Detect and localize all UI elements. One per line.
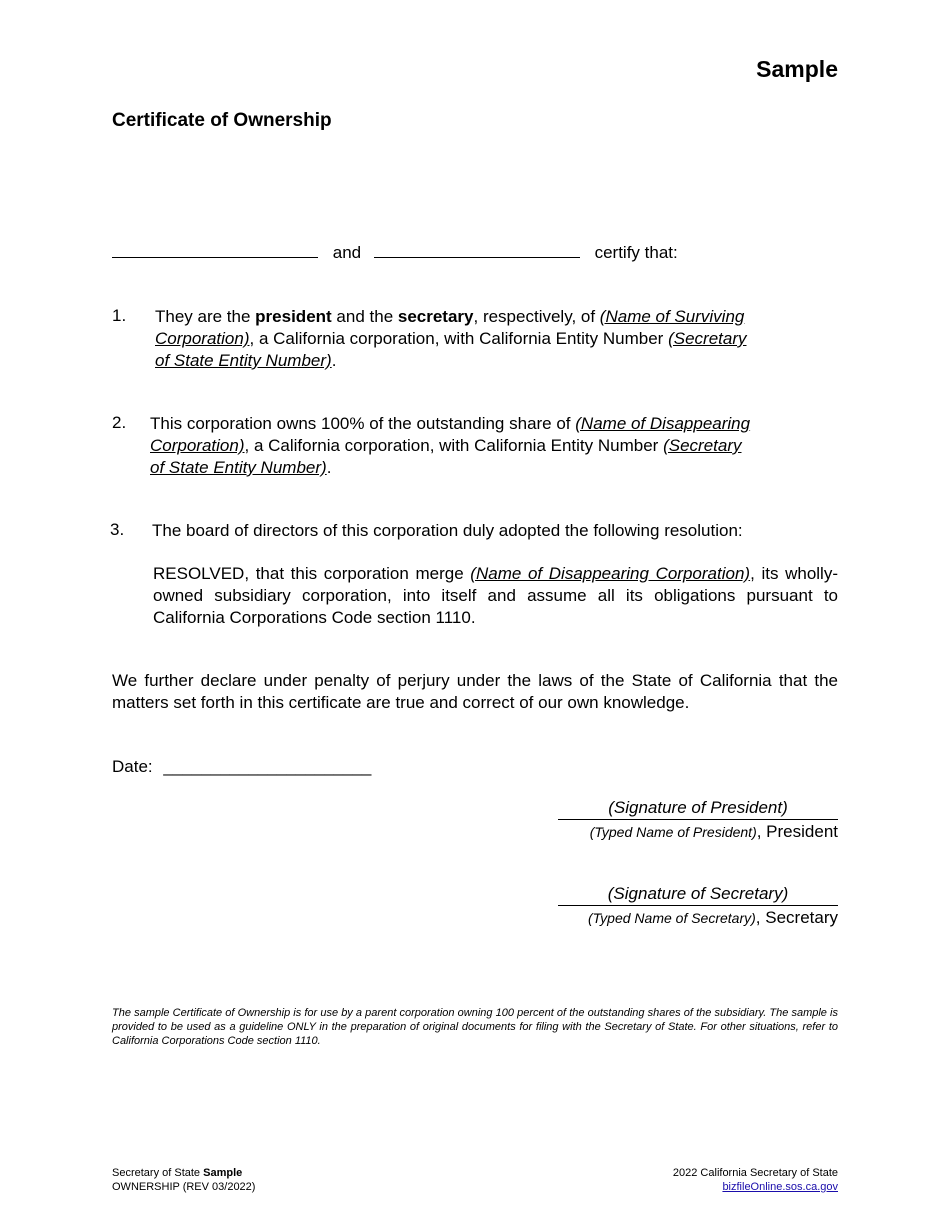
bizfile-link[interactable]: bizfileOnline.sos.ca.gov <box>722 1181 838 1193</box>
secretary-signature-line[interactable]: (Signature of Secretary) <box>558 884 838 906</box>
and-text: and <box>332 243 362 262</box>
item-3-number: 3. <box>110 520 125 539</box>
document-title: Certificate of Ownership <box>112 110 332 131</box>
item-3-text: The board of directors of this corporation duly adopted the following resolution: <box>152 521 743 540</box>
president-signature-line[interactable]: (Signature of President) <box>558 798 838 820</box>
certify-that-text: certify that: <box>594 243 678 262</box>
item-1-number: 1. <box>112 306 127 325</box>
item-1-text: They are the president and the secretary, respectively, of (Name of Surviving Corporation), a California corporation, with California Entity Number (Secretary of State Entity Number). <box>155 307 747 370</box>
date-line <box>112 757 371 777</box>
secretary-name-blank[interactable] <box>374 241 580 258</box>
perjury-declaration: We further declare under penalty of perjury under the laws of the State of California that the matters set forth in this certificate are true and correct of our own knowledge. <box>112 671 838 712</box>
date-label: Date: <box>112 757 153 776</box>
president-name-blank[interactable] <box>112 241 318 258</box>
item-2-number: 2. <box>112 413 127 432</box>
item-2-text: This corporation owns 100% of the outstanding share of (Name of Disappearing Corporation), a California corporation, with California Entity Number (Secretary of State Entity Number). <box>150 414 751 477</box>
secretary-signature-block <box>558 884 838 928</box>
president-signature-block <box>558 798 838 842</box>
secretary-typed-name: (Typed Name of Secretary), Secretary <box>588 908 838 927</box>
certify-line <box>112 241 678 263</box>
footer-right: 2022 California Secretary of State bizfileOnline.sos.ca.gov <box>672 1167 838 1193</box>
resolution-text: RESOLVED, that this corporation merge (Name of Disappearing Corporation), its wholly-owned subsidiary corporation, into itself and assume all its obligations pursuant to California Corporations Code section 1110. <box>153 564 838 627</box>
footnote: The sample Certificate of Ownership is for use by a parent corporation owning 100 percent of the outstanding shares of the subsidiary. The sample is provided to be used as a guideline ONLY in the preparation of original documents for filing with the Secretary of State. For other situations, refer to California Corporations Code section 1110. <box>112 1007 838 1047</box>
date-field[interactable]: ______________________ <box>163 757 372 776</box>
footer-left: Secretary of State Sample OWNERSHIP (REV 03/2022) <box>112 1167 256 1193</box>
president-typed-name: (Typed Name of President), President <box>589 822 838 841</box>
sample-tag: Sample <box>756 56 838 82</box>
